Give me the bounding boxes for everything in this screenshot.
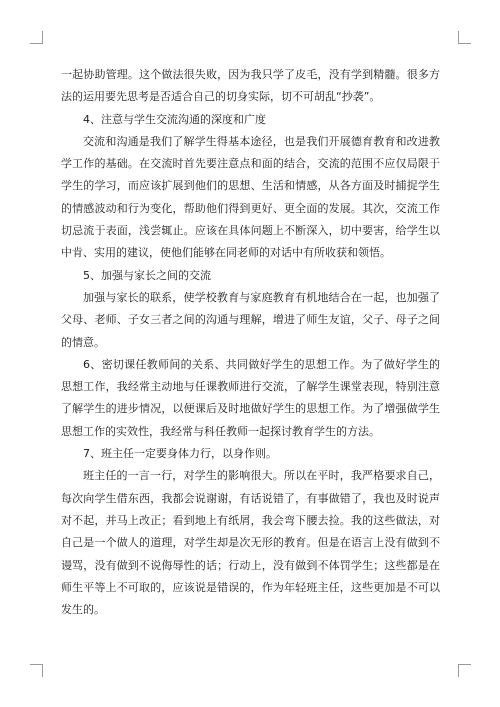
crop-mark-bottom-right: [458, 664, 471, 677]
paragraph-continuation: 一起协助管理。这个做法很失败，因为我只学了皮毛，没有学到精髓。很多方法的运用要先思考是否适合自己的切身实际，切不可胡乱“抄袭”。: [61, 68, 440, 104]
paragraph-role-model: 班主任的一言一行，对学生的影响很大。所以在平时，我严格要求自己，每次向学生借东西，我都会说谢谢，有话说错了，有事做错了，我也及时说声对不起，并马上改正；看到地上有纸屑，我会弯下腰去捡。我的这些做法，对自己是一个做人的道理，对学生却是次无形的教育。但是在语言上没有做到不谩骂，没有做到不说侮辱性的话；行动上，没有做到不体罚学生；这些都是在师生平等上不可取的，应该说是错误的，作为年轻班主任，这些更加是不可以发生的。: [61, 469, 440, 617]
section-heading-5: 5、加强与家长之间的交流: [83, 268, 211, 282]
paragraph-parents: 加强与家长的联系，使学校教育与家庭教育有机地结合在一起，也加强了父母、老师、子女三者之间的沟通与理解，增进了师生友谊，父子、母子之间的情意。: [61, 290, 440, 349]
crop-mark-top-right: [458, 31, 471, 44]
crop-mark-bottom-left: [30, 664, 43, 677]
section-heading-7: 7、班主任一定要身体力行，以身作则。: [83, 447, 277, 461]
section-heading-4: 4、注意与学生交流沟通的深度和广度: [83, 112, 266, 126]
paragraph-communication: 交流和沟通是我们了解学生得基本途径，也是我们开展德育教育和改进教学工作的基础。在交流时首先要注意点和面的结合，交流的范围不应仅局限于学生的学习，而应该扩展到他们的思想、生活和情感，从各方面及时捕捉学生的情感波动和行为变化，帮助他们得到更好、更全面的发展。其次，交流工作切忌流于表面，浅尝辄止。应该在具体问题上不断深入，切中要害，给学生以中肯、实用的建议，使他们能够在同老师的对话中有所收获和领悟。: [61, 134, 440, 260]
crop-mark-top-left: [30, 31, 43, 44]
paragraph-teachers: 6、密切课任教师间的关系、共同做好学生的思想工作。为了做好学生的思想工作，我经常主动地与任课教师进行交流，了解学生课堂表现，特别注意了解学生的进步情况，以便课后及时地做好学生的思想工作。为了增强做学生思想工作的实效性，我经常与科任教师一起探讨教育学生的方法。: [61, 357, 440, 438]
document-body: [61, 64, 440, 621]
